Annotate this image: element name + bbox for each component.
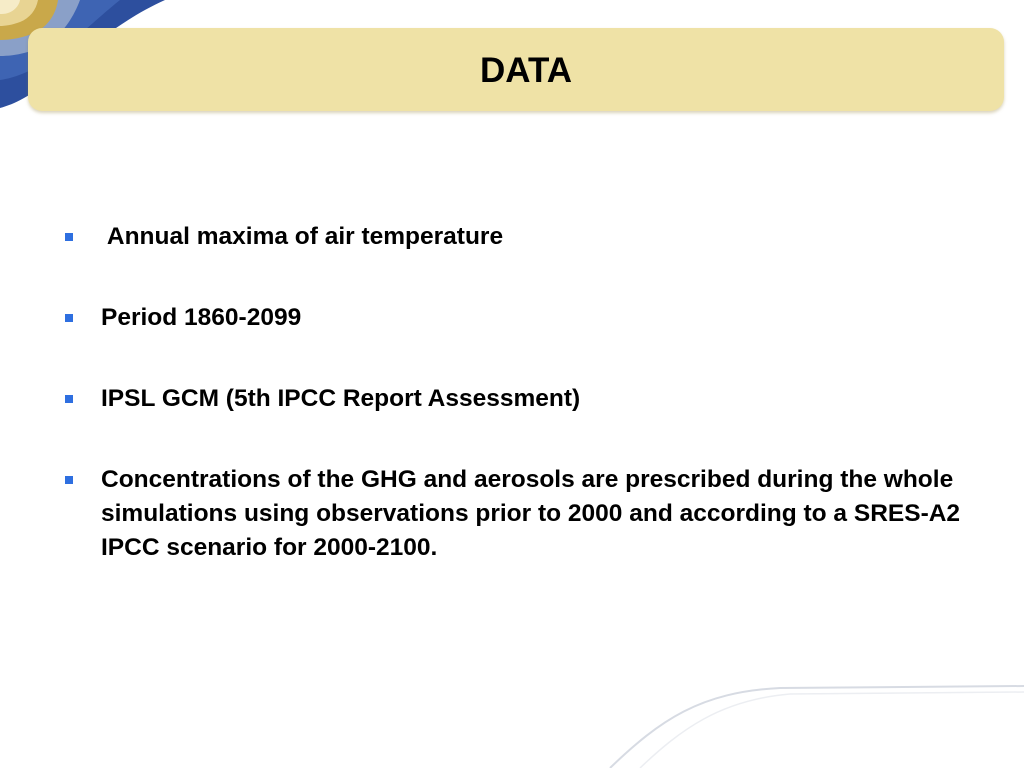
bullet-item [62, 220, 962, 254]
bullet-item [62, 463, 962, 565]
bullet-item [62, 382, 962, 416]
square-bullet-icon [65, 314, 73, 322]
bullet-list [62, 220, 962, 612]
slide-title: DATA [479, 51, 572, 90]
bullet-text: IPSL GCM (5th IPCC Report Assessment) [101, 385, 581, 412]
bullet-text: Period 1860-2099 [101, 304, 302, 331]
bullet-item [62, 301, 962, 335]
bullet-text: Concentrations of the GHG and aerosols are prescribed during the whole simulations using observations prior to 2000 and according to a SRES-A2 IPCC scenario for 2000-2100. [101, 466, 961, 561]
square-bullet-icon [65, 233, 73, 241]
square-bullet-icon [65, 476, 73, 484]
square-bullet-icon [65, 395, 73, 403]
bullet-text: Annual maxima of air temperature [101, 223, 504, 250]
arc-line-decoration [580, 670, 1024, 768]
